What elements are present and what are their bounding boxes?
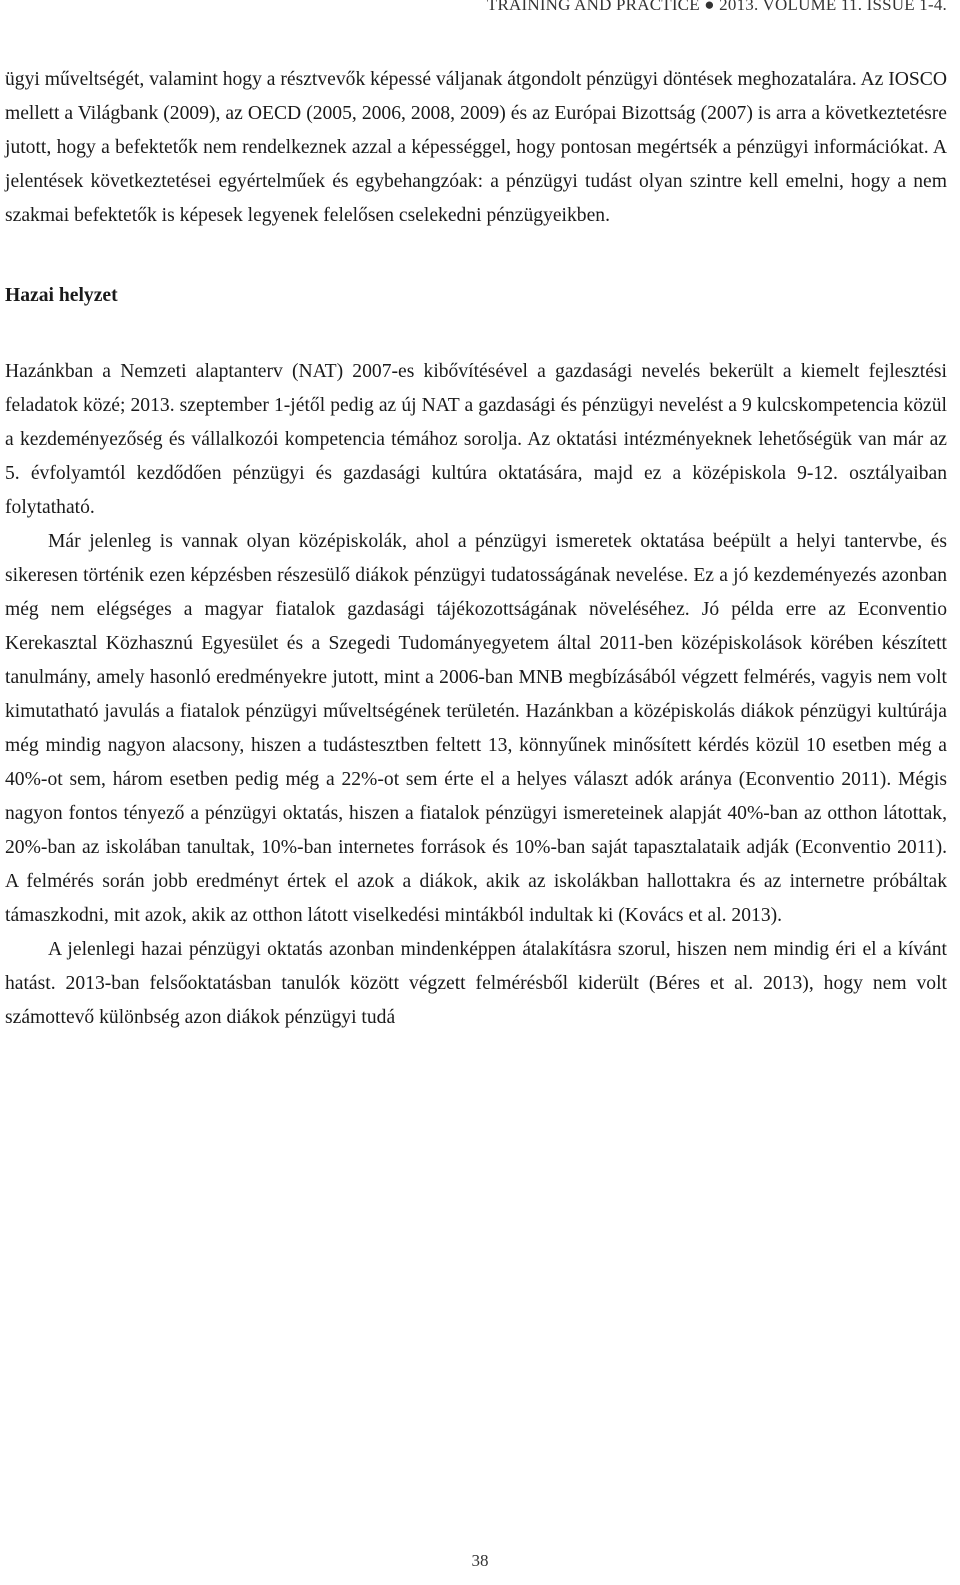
page-number: 38 xyxy=(471,1551,489,1570)
paragraph-nat: Hazánkban a Nemzeti alaptanterv (NAT) 2007-es kibővítésével a gazdasági nevelés bekerült a kiemelt fejlesztési feladatok közé; 2013. szeptember 1-jétől pedig az új NAT a gazdasági és pénzügyi nevelést a 9 kulcskompetencia közül a kezdeményezőség és vállalkozói kompetencia témához sorolja. Az oktatási intézményeknek lehetőségük van már az 5. évfolyamtól kezdődően pénzügyi és gazdasági kultúra oktatására, majd ez a középiskola 9-12. osztályaiban folytatható. xyxy=(5,361,947,518)
paragraph-secondary-schools: Már jelenleg is vannak olyan középiskolák, ahol a pénzügyi ismeretek oktatása beépült a helyi tantervbe, és sikeresen történik ezen képzésben részesülő diákok pénzügyi tudatosságának nevelése. Ez a jó kezdeményezés azonban még nem elégséges a magyar fiatalok gazdasági tájékozottságának növeléséhez. Jó példa erre az Econventio Kerekasztal Közhasznú Egyesület és a Szegedi Tudományegyetem által 2011-ben középiskolások körében készített tanulmány, amely hasonló eredményekre jutott, mint a 2006-ban MNB megbízásából végzett felmérés, vagyis nem volt kimutatható javulás a fiatalok pénzügyi műveltségének területén. Hazánkban a középiskolás diákok pénzügyi kultúrája még mindig nagyon alacsony, hiszen a tudástesztben feltett 13, könnyűnek minősített kérdés közül 10 esetben még a 40%-ot sem, három esetben pedig még a 22%-ot sem érte el a helyes választ adók aránya (Econventio 2011). Mégis nagyon fontos tényező a pénzügyi oktatás, hiszen a fiatalok pénzügyi ismereteinek alapját 40%-ban az otthon látottak, 20%-ban az iskolában tanultak, 10%-ban internetes források és 10%-ban saját tapasztalataik adják (Econventio 2011). A felmérés során jobb eredményt értek el azok a diákok, akik az iskolákban hallottakra és az internetre próbáltak támaszkodni, mit azok, akik az otthon látott viselkedési mintákból indultak ki (Kovács et al. 2013). xyxy=(5,531,947,926)
article-body xyxy=(5,63,947,1035)
paragraph-continuation: ügyi műveltségét, valamint hogy a résztvevők képessé váljanak átgondolt pénzügyi döntések meghozatalára. Az IOSCO mellett a Világbank (2009), az OECD (2005, 2006, 2008, 2009) és az Európai Bizottság (2007) is arra a következtetésre jutott, hogy a befektetők nem rendelkeznek azzal a képességgel, hogy pontosan megértsék a pénzügyi információkat. A jelentések következtetései egyértelműek és egybehangzóak: a pénzügyi tudást olyan szintre kell emelni, hogy a nem szakmai befektetők is képesek legyenek felelősen cselekedni pénzügyeikben. xyxy=(5,69,947,226)
running-header: TRAINING AND PRACTICE ● 2013. VOLUME 11. ISSUE 1-4. xyxy=(486,0,947,14)
paragraph-reform: A jelenlegi hazai pénzügyi oktatás azonban mindenképpen átalakításra szorul, hiszen nem mindig éri el a kívánt hatást. 2013-ban felsőoktatásban tanulók között végzett felmérésből kiderült (Béres et al. 2013), hogy nem volt számottevő különbség azon diákok pénzügyi tudá xyxy=(5,939,947,1028)
section-heading: Hazai helyzet xyxy=(5,285,118,306)
